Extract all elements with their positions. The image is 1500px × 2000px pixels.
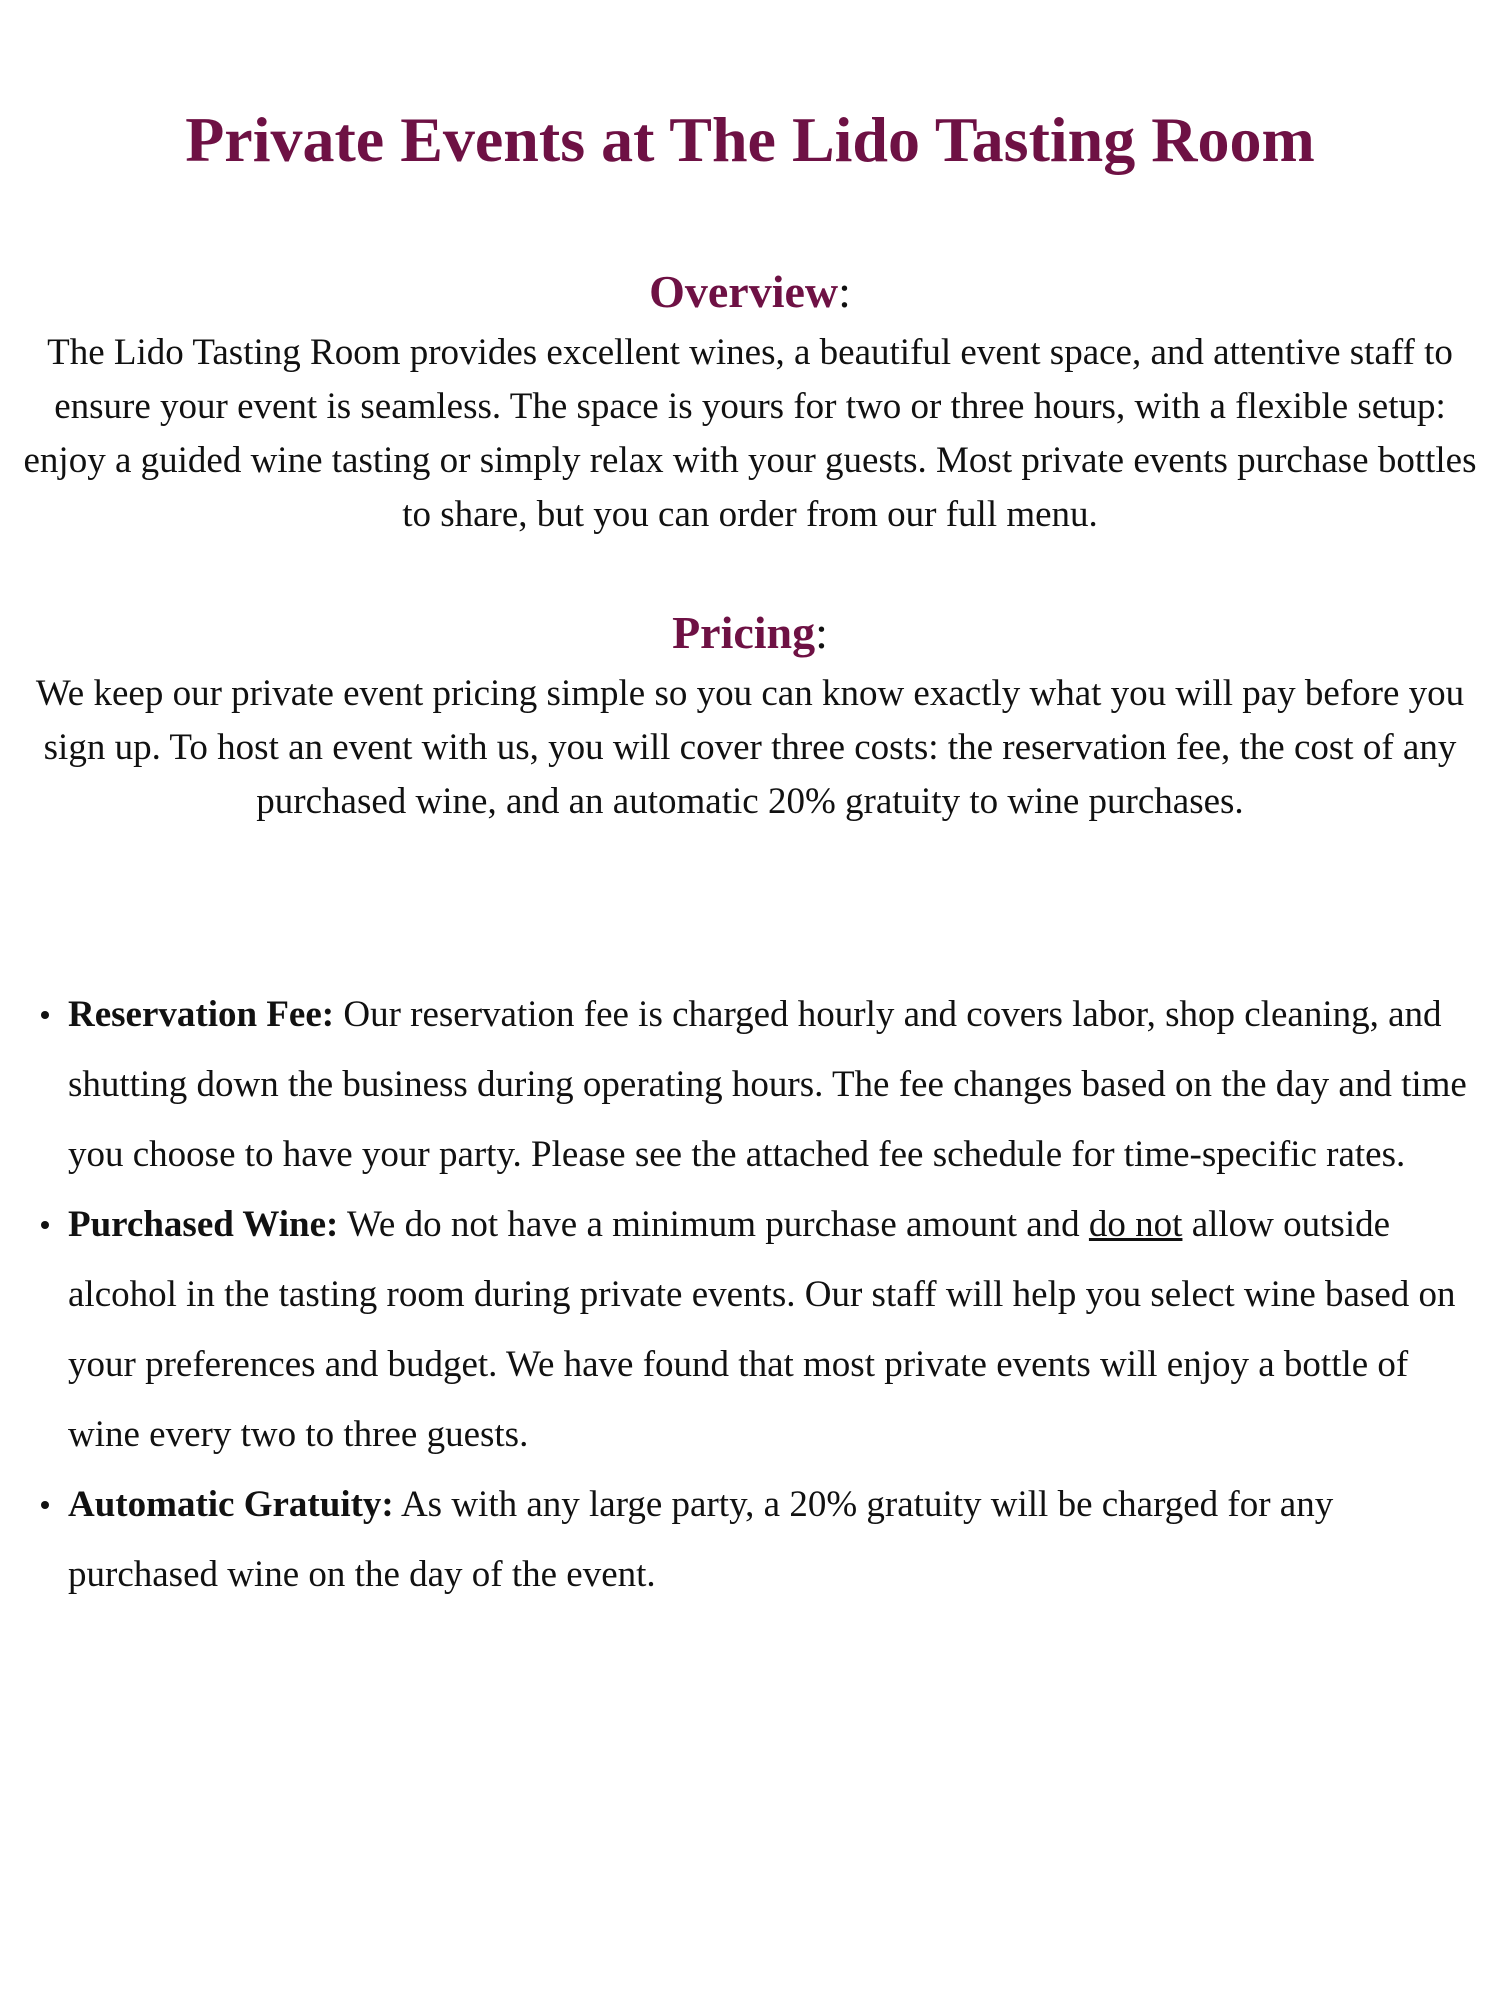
bullet-label-automatic-gratuity: Automatic Gratuity: (68, 1484, 394, 1525)
bullet-label-reservation-fee: Reservation Fee: (68, 994, 335, 1035)
bullet-dot-icon (41, 1221, 49, 1229)
bullet-reservation-fee (68, 980, 1488, 1190)
overview-heading-colon: : (838, 266, 851, 317)
bullet-text-purchased-wine-after: allow outside alcohol in the tasting room during private events. Our staff will help you select wine based on your preferences and budget. We have found that most private events will enjoy a bottle of wine every two to three guests. (68, 1204, 1456, 1455)
pricing-heading (0, 603, 1500, 663)
overview-paragraph: The Lido Tasting Room provides excellent wines, a beautiful event space, and attentive staff to ensure your event is seamless. The space is yours for two or three hours, with a flexible setup: enjoy a guided wine tasting or simply relax with your guests. Most private events purchase bottles to share, but you can order from our full menu. (23, 332, 1477, 535)
bullet-text-automatic-gratuity: As with any large party, a 20% gratuity will be charged for any purchased wine on the day of the event. (68, 1484, 1334, 1595)
bullet-dot-icon (41, 1011, 49, 1019)
overview-heading-text: Overview (649, 266, 839, 317)
bullet-automatic-gratuity (68, 1470, 1488, 1610)
bullet-purchased-wine (68, 1190, 1488, 1470)
bullet-text-reservation-fee: Our reservation fee is charged hourly and covers labor, shop cleaning, and shutting down the business during operating hours. The fee changes based on the day and time you choose to have your party. Please see the attached fee schedule for time-specific rates. (68, 994, 1467, 1175)
page-title: Private Events at The Lido Tasting Room (185, 104, 1315, 175)
pricing-bullet-list (68, 980, 1488, 1610)
bullet-label-purchased-wine: Purchased Wine: (68, 1204, 339, 1245)
overview-heading (0, 262, 1500, 322)
pricing-paragraph: We keep our private event pricing simple so you can know exactly what you will pay before you sign up. To host an event with us, you will cover three costs: the reservation fee, the cost of any purchased wine, and an automatic 20% gratuity to wine purchases. (35, 673, 1465, 822)
pricing-heading-text: Pricing (672, 607, 816, 658)
bullet-dot-icon (41, 1501, 49, 1509)
pricing-heading-colon: : (815, 607, 828, 658)
bullet-text-purchased-wine-before: We do not have a minimum purchase amount and (338, 1204, 1089, 1245)
underlined-do-not: do not (1088, 1204, 1183, 1245)
